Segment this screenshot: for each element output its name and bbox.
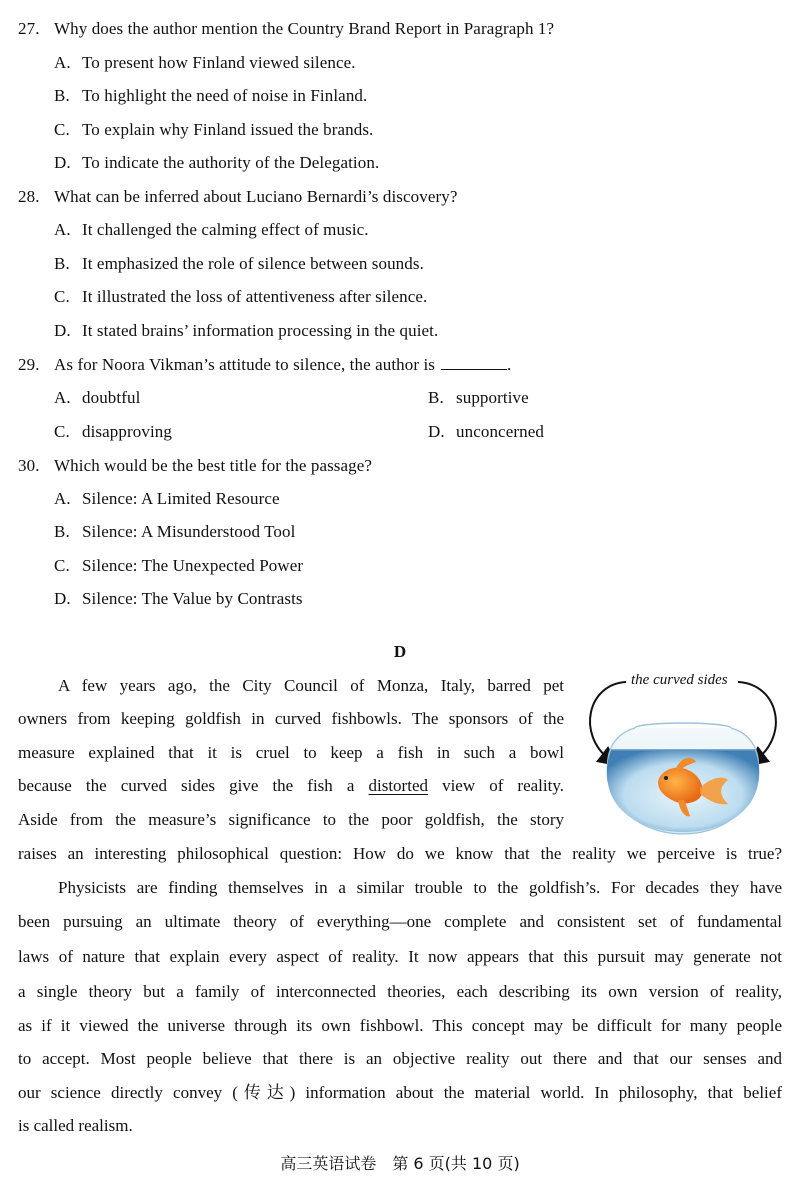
option-29-a[interactable]: [54, 388, 140, 408]
option-letter: A.: [54, 220, 71, 239]
paragraph-1-line-6: raises an interesting philosophical question: How do we know that the reality we perceive is true?: [18, 844, 782, 863]
option-text: Silence: A Misunderstood Tool: [82, 522, 296, 541]
question-text-end: .: [507, 355, 512, 374]
option-text: supportive: [456, 388, 529, 407]
option-text: Silence: The Unexpected Power: [82, 556, 304, 575]
option-letter: C.: [54, 287, 70, 306]
option-text: To present how Finland viewed silence.: [82, 53, 356, 72]
paragraph-2-line-6: to accept. Most people believe that there is an objective reality out there and that our senses and: [18, 1049, 782, 1068]
question-text: Why does the author mention the Country Brand Report in Paragraph 1?: [54, 19, 555, 38]
option-text: Silence: A Limited Resource: [82, 489, 280, 508]
section-title: D: [393, 642, 407, 661]
paragraph-2-line-8: is called realism.: [18, 1116, 133, 1135]
option-text: It stated brains’ information processing in the quiet.: [82, 321, 439, 340]
paragraph-2-line-5: as if it viewed the universe through its own fishbowl. This concept may be difficult for many people: [18, 1016, 782, 1035]
option-text: Silence: The Value by Contrasts: [82, 589, 303, 608]
option-letter: C.: [54, 422, 70, 441]
question-text: As for Noora Vikman’s attitude to silence, the author is: [54, 355, 436, 374]
question-text: What can be inferred about Luciano Bernardi’s discovery?: [54, 187, 458, 206]
option-27-d[interactable]: [54, 153, 379, 173]
fishbowl-figure: [578, 664, 788, 842]
option-29-d[interactable]: [428, 422, 544, 442]
option-28-a[interactable]: [54, 220, 369, 240]
option-text: To explain why Finland issued the brands.: [82, 120, 374, 139]
option-letter: D.: [428, 422, 445, 441]
question-text-wrap: [54, 355, 511, 375]
option-letter: A.: [54, 388, 71, 407]
option-letter: C.: [54, 120, 70, 139]
option-27-b[interactable]: [54, 86, 367, 106]
question-number: 28.: [18, 187, 40, 206]
option-letter: A.: [54, 489, 71, 508]
paragraph-1-line-4: [18, 776, 564, 796]
option-27-a[interactable]: [54, 53, 356, 73]
underlined-word: distorted: [368, 776, 428, 795]
option-text: doubtful: [82, 388, 141, 407]
option-text: disapproving: [82, 422, 172, 441]
text-after: view of reality.: [428, 776, 564, 795]
figure-caption: the curved sides: [628, 672, 731, 689]
option-letter: A.: [54, 53, 71, 72]
option-28-c[interactable]: [54, 287, 427, 307]
option-text: To indicate the authority of the Delegation.: [82, 153, 380, 172]
paragraph-2-line-1: Physicists are finding themselves in a similar trouble to the goldfish’s. For decades they have: [58, 878, 782, 897]
option-27-c[interactable]: [54, 120, 373, 140]
option-28-b[interactable]: [54, 254, 424, 274]
question-number: 29.: [18, 355, 40, 374]
paragraph-1-line-2: owners from keeping goldfish in curved fishbowls. The sponsors of the: [18, 709, 564, 728]
option-letter: B.: [54, 522, 70, 541]
paragraph-1-line-3: measure explained that it is cruel to keep a fish in such a bowl: [18, 743, 564, 762]
option-29-c[interactable]: [54, 422, 172, 442]
answer-blank[interactable]: [441, 355, 507, 370]
option-text: It challenged the calming effect of music.: [82, 220, 369, 239]
option-text: It illustrated the loss of attentiveness after silence.: [82, 287, 428, 306]
question-number: 30.: [18, 456, 40, 475]
option-letter: D.: [54, 321, 71, 340]
option-text: unconcerned: [456, 422, 544, 441]
option-29-b[interactable]: [428, 388, 529, 408]
paragraph-2-line-2: been pursuing an ultimate theory of everything—one complete and consistent set of fundamental: [18, 912, 782, 931]
goldfish-bowl-icon: [578, 664, 788, 842]
option-letter: B.: [54, 254, 70, 273]
option-letter: C.: [54, 556, 70, 575]
option-text: It emphasized the role of silence between sounds.: [82, 254, 424, 273]
paragraph-2-line-3: laws of nature that explain every aspect of reality. It now appears that this pursuit may generate not: [18, 947, 782, 966]
paragraph-1-line-5: Aside from the measure’s significance to the poor goldfish, the story: [18, 810, 564, 829]
paragraph-2-line-7: our science directly convey (传达) information about the material world. In philosophy, that belief: [18, 1083, 782, 1102]
option-letter: B.: [54, 86, 70, 105]
option-letter: B.: [428, 388, 444, 407]
option-letter: D.: [54, 589, 71, 608]
option-letter: D.: [54, 153, 71, 172]
option-30-a[interactable]: [54, 489, 280, 509]
text-before: because the curved sides give the fish a: [18, 776, 369, 795]
paragraph-2-line-4: a single theory but a family of interconnected theories, each describing its own version of reality,: [18, 982, 782, 1001]
page-footer: 高三英语试卷 第 6 页(共 10 页): [280, 1154, 520, 1173]
question-text: Which would be the best title for the passage?: [54, 456, 373, 475]
paragraph-1-line-1: A few years ago, the City Council of Monza, Italy, barred pet: [58, 676, 564, 695]
question-number: 27.: [18, 19, 40, 38]
option-30-b[interactable]: [54, 522, 295, 542]
option-text: To highlight the need of noise in Finland.: [82, 86, 368, 105]
option-30-d[interactable]: [54, 589, 303, 609]
option-28-d[interactable]: [54, 321, 438, 341]
option-30-c[interactable]: [54, 556, 303, 576]
